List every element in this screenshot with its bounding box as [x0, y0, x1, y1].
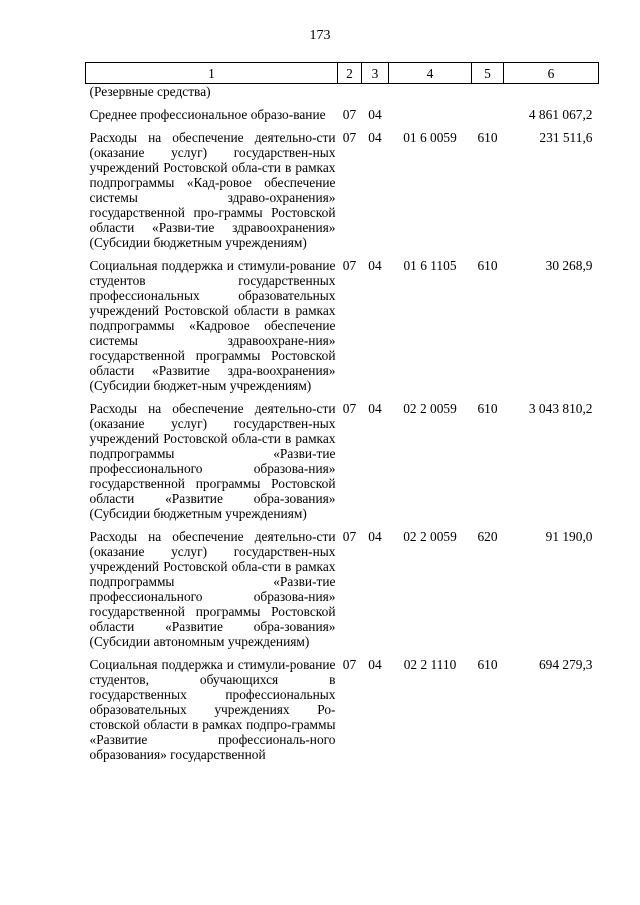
row-target-article: 01 6 0059 [403, 130, 457, 145]
row-section: 07 [342, 401, 357, 416]
header-col-1: 1 [86, 63, 338, 84]
row-amount: 231 511,6 [539, 130, 593, 145]
row-description: Социальная поддержка и стимули-рование студентов государственных профессиональных образовательных учреждений Ростовской области в рамках подпрограммы «Кадровое обеспечение системы здравоохране-ния» государственной программы Ростовской области «Развитие здра-воохранения» (Субсидии бюджет-ным учреждениям) [89, 258, 336, 393]
row-expense-type: 610 [477, 401, 498, 416]
row-description: Расходы на обеспечение деятельно-сти (оказание услуг) государствен-ных учреждений Ростовской обла-сти в рамках подпрограммы «Кад-ровое обеспечение системы здраво-охранения» государственной про-граммы Ростовской области «Разви-тие здравоохранения» (Субсидии бюджетным учреждениям) [89, 130, 336, 250]
row-description: Среднее профессиональное образо-вание [89, 107, 326, 122]
row-description: Расходы на обеспечение деятельно-сти (оказание услуг) государствен-ных учреждений Ростовской обла-сти в рамках подпрограммы «Разви-тие профессионального образова-ния» государственной программы Ростовской области «Развитие обра-зования» (Субсидии автономным учреждениям) [89, 529, 336, 649]
row-amount: 3 043 810,2 [528, 401, 593, 416]
header-col-5: 5 [472, 63, 504, 84]
table-row [86, 99, 599, 122]
row-target-article: 02 2 1110 [403, 657, 457, 672]
row-target-article: 02 2 0059 [403, 401, 457, 416]
table-row [86, 250, 599, 393]
row-amount: 4 861 067,2 [528, 107, 593, 122]
row-subsection: 04 [368, 107, 382, 122]
row-expense-type: 610 [477, 130, 498, 145]
row-section: 07 [342, 258, 357, 273]
table-header-row [86, 63, 599, 84]
row-expense-type: 620 [477, 529, 498, 544]
table-row [86, 521, 599, 649]
row-target-article: 02 2 0059 [403, 529, 457, 544]
row-section: 07 [342, 107, 357, 122]
header-col-4: 4 [389, 63, 472, 84]
page-number: 173 [309, 28, 331, 43]
row-description: Расходы на обеспечение деятельно-сти (оказание услуг) государствен-ных учреждений Ростовской обла-сти в рамках подпрограммы «Разви-тие профессионального образова-ния» государственной программы Ростовской области «Развитие обра-зования» (Субсидии бюджетным учреждениям) [89, 401, 336, 521]
row-amount: 91 190,0 [545, 529, 593, 544]
row-amount: 30 268,9 [545, 258, 593, 273]
table-row [86, 393, 599, 521]
row-expense-type [472, 99, 504, 122]
header-col-3: 3 [362, 63, 389, 84]
row-expense-type: 610 [477, 258, 498, 273]
row-subsection: 04 [368, 529, 382, 544]
row-subsection: 04 [368, 401, 382, 416]
budget-table [85, 62, 599, 762]
row-section: 07 [342, 130, 357, 145]
continuation-row [86, 84, 599, 100]
table-row [86, 122, 599, 250]
row-section: 07 [342, 529, 357, 544]
row-description: Социальная поддержка и стимули-рование студентов, обучающихся в государственных профессиональных образовательных учреждениях Ро-стовской области в рамках подпро-граммы «Развитие профессиональ-ного образования» государственной [89, 657, 336, 762]
row-subsection: 04 [368, 130, 382, 145]
row-subsection: 04 [368, 657, 382, 672]
row-subsection: 04 [368, 258, 382, 273]
table-row [86, 649, 599, 762]
row-expense-type: 610 [477, 657, 498, 672]
row-section: 07 [342, 657, 357, 672]
header-col-2: 2 [338, 63, 362, 84]
row-target-article: 01 6 1105 [403, 258, 457, 273]
header-col-6: 6 [504, 63, 599, 84]
row-target-article [389, 99, 472, 122]
continuation-text: (Резервные средства) [89, 84, 211, 99]
row-amount: 694 279,3 [538, 657, 593, 672]
